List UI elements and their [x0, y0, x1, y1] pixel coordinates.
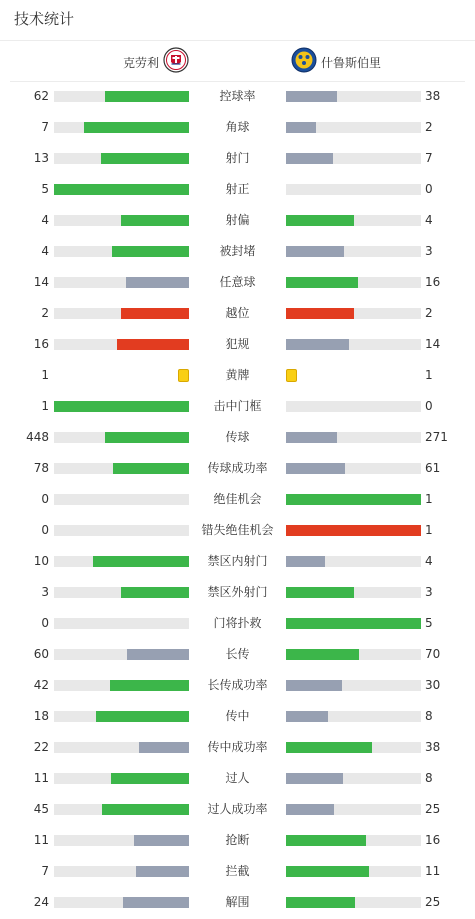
- away-stat-bar-track: [286, 618, 421, 629]
- home-stat-value: 42: [33, 678, 49, 692]
- stat-label: 击中门框: [213, 399, 262, 413]
- away-stat-value: 16: [425, 833, 441, 847]
- home-stat-bar: [134, 835, 189, 846]
- home-stat-bar: [121, 215, 189, 226]
- away-stat-bar: [286, 308, 354, 319]
- home-stat-bar-track: [54, 649, 189, 660]
- home-stat-value: 3: [41, 585, 49, 599]
- home-stat-bar-track: [54, 587, 189, 598]
- home-stat-value: 4: [41, 244, 49, 258]
- home-stat-value: 4: [41, 213, 49, 227]
- stat-label: 传中: [225, 709, 250, 723]
- away-stat-value: 0: [425, 399, 433, 413]
- home-stat-bar-track: [54, 711, 189, 722]
- home-stat-bar-track: [54, 246, 189, 257]
- away-stat-value: 2: [425, 120, 433, 134]
- away-stat-value: 25: [425, 802, 441, 816]
- home-stat-bar-track: [54, 153, 189, 164]
- away-stat-value: 38: [425, 740, 441, 754]
- stat-label: 长传成功率: [207, 678, 268, 692]
- away-stat-bar: [286, 339, 349, 350]
- stat-row[interactable]: [0, 484, 475, 515]
- home-stat-bar: [84, 122, 189, 133]
- home-stat-value: 22: [33, 740, 49, 754]
- home-stat-bar-track: [54, 556, 189, 567]
- away-stat-bar-track: [286, 277, 421, 288]
- stat-label: 传球: [225, 430, 250, 444]
- home-stat-bar: [121, 308, 189, 319]
- stat-row[interactable]: [0, 236, 475, 267]
- home-stat-value: 18: [33, 709, 49, 723]
- home-stat-bar-track: [54, 494, 189, 505]
- away-stat-bar: [286, 742, 372, 753]
- home-stat-bar-track: [54, 463, 189, 474]
- stat-row[interactable]: [0, 298, 475, 329]
- away-stat-value: 4: [425, 554, 433, 568]
- stat-label: 过人: [225, 771, 250, 785]
- home-stat-value: 14: [33, 275, 49, 289]
- home-stat-bar-track: [54, 215, 189, 226]
- home-stat-bar-track: [54, 804, 189, 815]
- stat-row[interactable]: [0, 856, 475, 887]
- home-team-logo-icon: [163, 47, 189, 77]
- away-stat-value: 3: [425, 585, 433, 599]
- away-stat-bar-track: [286, 711, 421, 722]
- away-stat-value: 4: [425, 213, 433, 227]
- home-stat-value: 10: [33, 554, 49, 568]
- stat-label: 错失绝佳机会: [201, 523, 274, 537]
- away-stat-value: 61: [425, 461, 441, 475]
- home-stat-bar: [113, 463, 189, 474]
- home-stat-bar: [105, 432, 189, 443]
- stat-label: 越位: [225, 306, 250, 320]
- away-stat-value: 38: [425, 89, 441, 103]
- away-stat-bar: [286, 277, 358, 288]
- away-stat-bar: [286, 711, 328, 722]
- home-stat-bar-track: [54, 525, 189, 536]
- home-stat-bar-track: [54, 432, 189, 443]
- away-stat-value: 3: [425, 244, 433, 258]
- away-stat-value: 70: [425, 647, 441, 661]
- home-stat-value: 1: [41, 399, 49, 413]
- yellow-card-icon: [286, 369, 297, 382]
- stat-row[interactable]: [0, 174, 475, 205]
- away-stat-bar: [286, 432, 337, 443]
- away-team[interactable]: [291, 46, 381, 78]
- divider: [0, 40, 475, 41]
- away-stat-bar: [286, 773, 343, 784]
- home-stat-bar: [123, 897, 189, 908]
- away-stat-bar-track: [286, 680, 421, 691]
- stat-label: 犯规: [225, 337, 250, 351]
- away-stat-bar: [286, 649, 359, 660]
- away-stat-value: 14: [425, 337, 441, 351]
- home-stat-bar: [117, 339, 189, 350]
- away-stat-bar: [286, 556, 325, 567]
- away-stat-value: 30: [425, 678, 441, 692]
- away-stat-value: 1: [425, 523, 433, 537]
- stat-row[interactable]: [0, 639, 475, 670]
- away-stat-bar-track: [286, 184, 421, 195]
- home-stat-bar-track: [54, 184, 189, 195]
- stat-row[interactable]: [0, 670, 475, 701]
- away-stat-bar: [286, 587, 354, 598]
- stat-label: 抢断: [225, 833, 250, 847]
- away-stat-bar-track: [286, 432, 421, 443]
- away-stat-bar-track: [286, 587, 421, 598]
- away-stat-bar: [286, 215, 354, 226]
- away-stat-value: 7: [425, 151, 433, 165]
- home-stat-bar-track: [54, 835, 189, 846]
- away-stat-bar: [286, 804, 334, 815]
- stat-row[interactable]: [0, 112, 475, 143]
- home-team-name: 克劳利: [122, 55, 159, 70]
- home-stat-bar: [112, 246, 189, 257]
- stat-row[interactable]: [0, 763, 475, 794]
- stat-label: 射正: [225, 182, 250, 196]
- away-stat-value: 5: [425, 616, 433, 630]
- home-stat-bar: [121, 587, 189, 598]
- home-stat-value: 448: [26, 430, 49, 444]
- home-stat-value: 11: [33, 833, 49, 847]
- away-stat-value: 8: [425, 771, 433, 785]
- stat-label: 角球: [225, 120, 250, 134]
- away-stat-bar: [286, 866, 369, 877]
- teams-header: [0, 46, 475, 82]
- home-stat-bar-track: [54, 897, 189, 908]
- away-stat-bar-track: [286, 525, 421, 536]
- away-stat-bar: [286, 525, 421, 536]
- away-stat-bar-track: [286, 463, 421, 474]
- page-title: 技术统计: [14, 10, 75, 28]
- home-stat-value: 7: [41, 864, 49, 878]
- home-stat-bar-track: [54, 742, 189, 753]
- home-stat-bar-track: [54, 122, 189, 133]
- stat-row[interactable]: [0, 267, 475, 298]
- away-stat-bar-track: [286, 649, 421, 660]
- home-stat-bar: [54, 184, 189, 195]
- home-stat-bar: [101, 153, 189, 164]
- away-stat-bar: [286, 494, 421, 505]
- home-stat-bar: [105, 91, 189, 102]
- stat-row[interactable]: [0, 81, 475, 112]
- away-stat-bar-track: [286, 897, 421, 908]
- home-stat-bar: [54, 401, 189, 412]
- home-stat-bar-track: [54, 277, 189, 288]
- home-stat-value: 45: [33, 802, 49, 816]
- away-stat-bar-track: [286, 246, 421, 257]
- home-stat-value: 11: [33, 771, 49, 785]
- home-stat-bar: [102, 804, 189, 815]
- away-stat-bar-track: [286, 339, 421, 350]
- stat-row[interactable]: [0, 577, 475, 608]
- home-stat-bar-track: [54, 91, 189, 102]
- stat-label: 任意球: [219, 275, 256, 289]
- home-stat-value: 1: [41, 368, 49, 382]
- stat-label: 射偏: [225, 213, 250, 227]
- home-stat-bar-track: [54, 401, 189, 412]
- home-stat-bar-track: [54, 866, 189, 877]
- home-stat-value: 2: [41, 306, 49, 320]
- home-stat-value: 16: [33, 337, 49, 351]
- away-stat-bar: [286, 618, 421, 629]
- away-stat-value: 1: [425, 492, 433, 506]
- away-stat-bar: [286, 835, 366, 846]
- home-stat-bar-track: [54, 339, 189, 350]
- away-stat-value: 1: [425, 368, 433, 382]
- stat-label: 传球成功率: [207, 461, 268, 475]
- home-stat-bar-track: [54, 773, 189, 784]
- home-stat-value: 0: [41, 616, 49, 630]
- stat-row[interactable]: [0, 546, 475, 577]
- away-stat-bar: [286, 680, 342, 691]
- stat-row[interactable]: [0, 143, 475, 174]
- away-stat-bar-track: [286, 401, 421, 412]
- away-stat-bar-track: [286, 742, 421, 753]
- home-stat-bar: [93, 556, 189, 567]
- home-stat-bar-track: [54, 680, 189, 691]
- stat-label: 禁区外射门: [207, 585, 268, 599]
- away-stat-bar-track: [286, 835, 421, 846]
- away-stat-bar: [286, 463, 345, 474]
- stat-label: 控球率: [219, 89, 256, 103]
- away-stat-bar-track: [286, 556, 421, 567]
- yellow-card-icon: [178, 369, 189, 382]
- away-stat-bar-track: [286, 215, 421, 226]
- stat-row[interactable]: [0, 515, 475, 546]
- home-stat-bar-track: [54, 308, 189, 319]
- away-team-name: 什鲁斯伯里: [321, 55, 382, 70]
- away-stat-bar-track: [286, 91, 421, 102]
- stat-row[interactable]: [0, 825, 475, 856]
- stat-label: 解围: [225, 895, 250, 909]
- stat-row[interactable]: [0, 422, 475, 453]
- away-stat-bar: [286, 91, 337, 102]
- stat-row[interactable]: [0, 608, 475, 639]
- away-stat-value: 16: [425, 275, 441, 289]
- away-stat-value: 0: [425, 182, 433, 196]
- home-stat-bar: [139, 742, 189, 753]
- home-stat-bar: [111, 773, 189, 784]
- away-stat-bar-track: [286, 153, 421, 164]
- home-stat-bar: [127, 649, 189, 660]
- away-stat-bar-track: [286, 494, 421, 505]
- stat-row[interactable]: [0, 205, 475, 236]
- away-stat-value: 271: [425, 430, 448, 444]
- stat-label: 传中成功率: [207, 740, 268, 754]
- away-stat-bar-track: [286, 773, 421, 784]
- stat-row[interactable]: [0, 701, 475, 732]
- stat-row[interactable]: [0, 794, 475, 825]
- stat-row[interactable]: [0, 732, 475, 763]
- home-stat-value: 7: [41, 120, 49, 134]
- away-stat-bar: [286, 246, 344, 257]
- stat-row[interactable]: [0, 360, 475, 391]
- away-stat-bar: [286, 153, 333, 164]
- stat-label: 过人成功率: [207, 802, 268, 816]
- stat-label: 长传: [225, 647, 250, 661]
- home-stat-bar: [136, 866, 189, 877]
- away-stat-value: 2: [425, 306, 433, 320]
- stat-label: 门将扑救: [213, 616, 262, 630]
- stat-row[interactable]: [0, 329, 475, 360]
- home-stat-bar: [96, 711, 189, 722]
- away-stat-bar-track: [286, 804, 421, 815]
- away-stat-bar-track: [286, 122, 421, 133]
- home-team[interactable]: [123, 46, 189, 78]
- away-stat-value: 25: [425, 895, 441, 909]
- home-stat-bar-track: [54, 618, 189, 629]
- home-stat-value: 0: [41, 523, 49, 537]
- home-stat-value: 13: [33, 151, 49, 165]
- away-stat-value: 8: [425, 709, 433, 723]
- stat-label: 拦截: [225, 864, 250, 878]
- stat-label: 禁区内射门: [207, 554, 268, 568]
- home-stat-value: 62: [33, 89, 49, 103]
- home-stat-bar: [110, 680, 189, 691]
- away-stat-bar: [286, 122, 316, 133]
- stat-label: 黄牌: [225, 368, 250, 382]
- stat-label: 被封堵: [219, 244, 256, 258]
- away-team-logo-icon: [291, 47, 317, 77]
- home-stat-value: 78: [33, 461, 49, 475]
- stat-row[interactable]: [0, 887, 475, 918]
- stat-row[interactable]: [0, 453, 475, 484]
- away-stat-bar-track: [286, 866, 421, 877]
- away-stat-value: 11: [425, 864, 441, 878]
- home-stat-value: 60: [33, 647, 49, 661]
- stat-row[interactable]: [0, 391, 475, 422]
- home-stat-value: 24: [33, 895, 49, 909]
- home-stat-value: 5: [41, 182, 49, 196]
- away-stat-bar: [286, 897, 355, 908]
- stat-label: 绝佳机会: [213, 492, 262, 506]
- home-stat-bar: [126, 277, 189, 288]
- stats-list: [0, 81, 475, 918]
- home-stat-value: 0: [41, 492, 49, 506]
- stat-label: 射门: [225, 151, 250, 165]
- away-stat-bar-track: [286, 308, 421, 319]
